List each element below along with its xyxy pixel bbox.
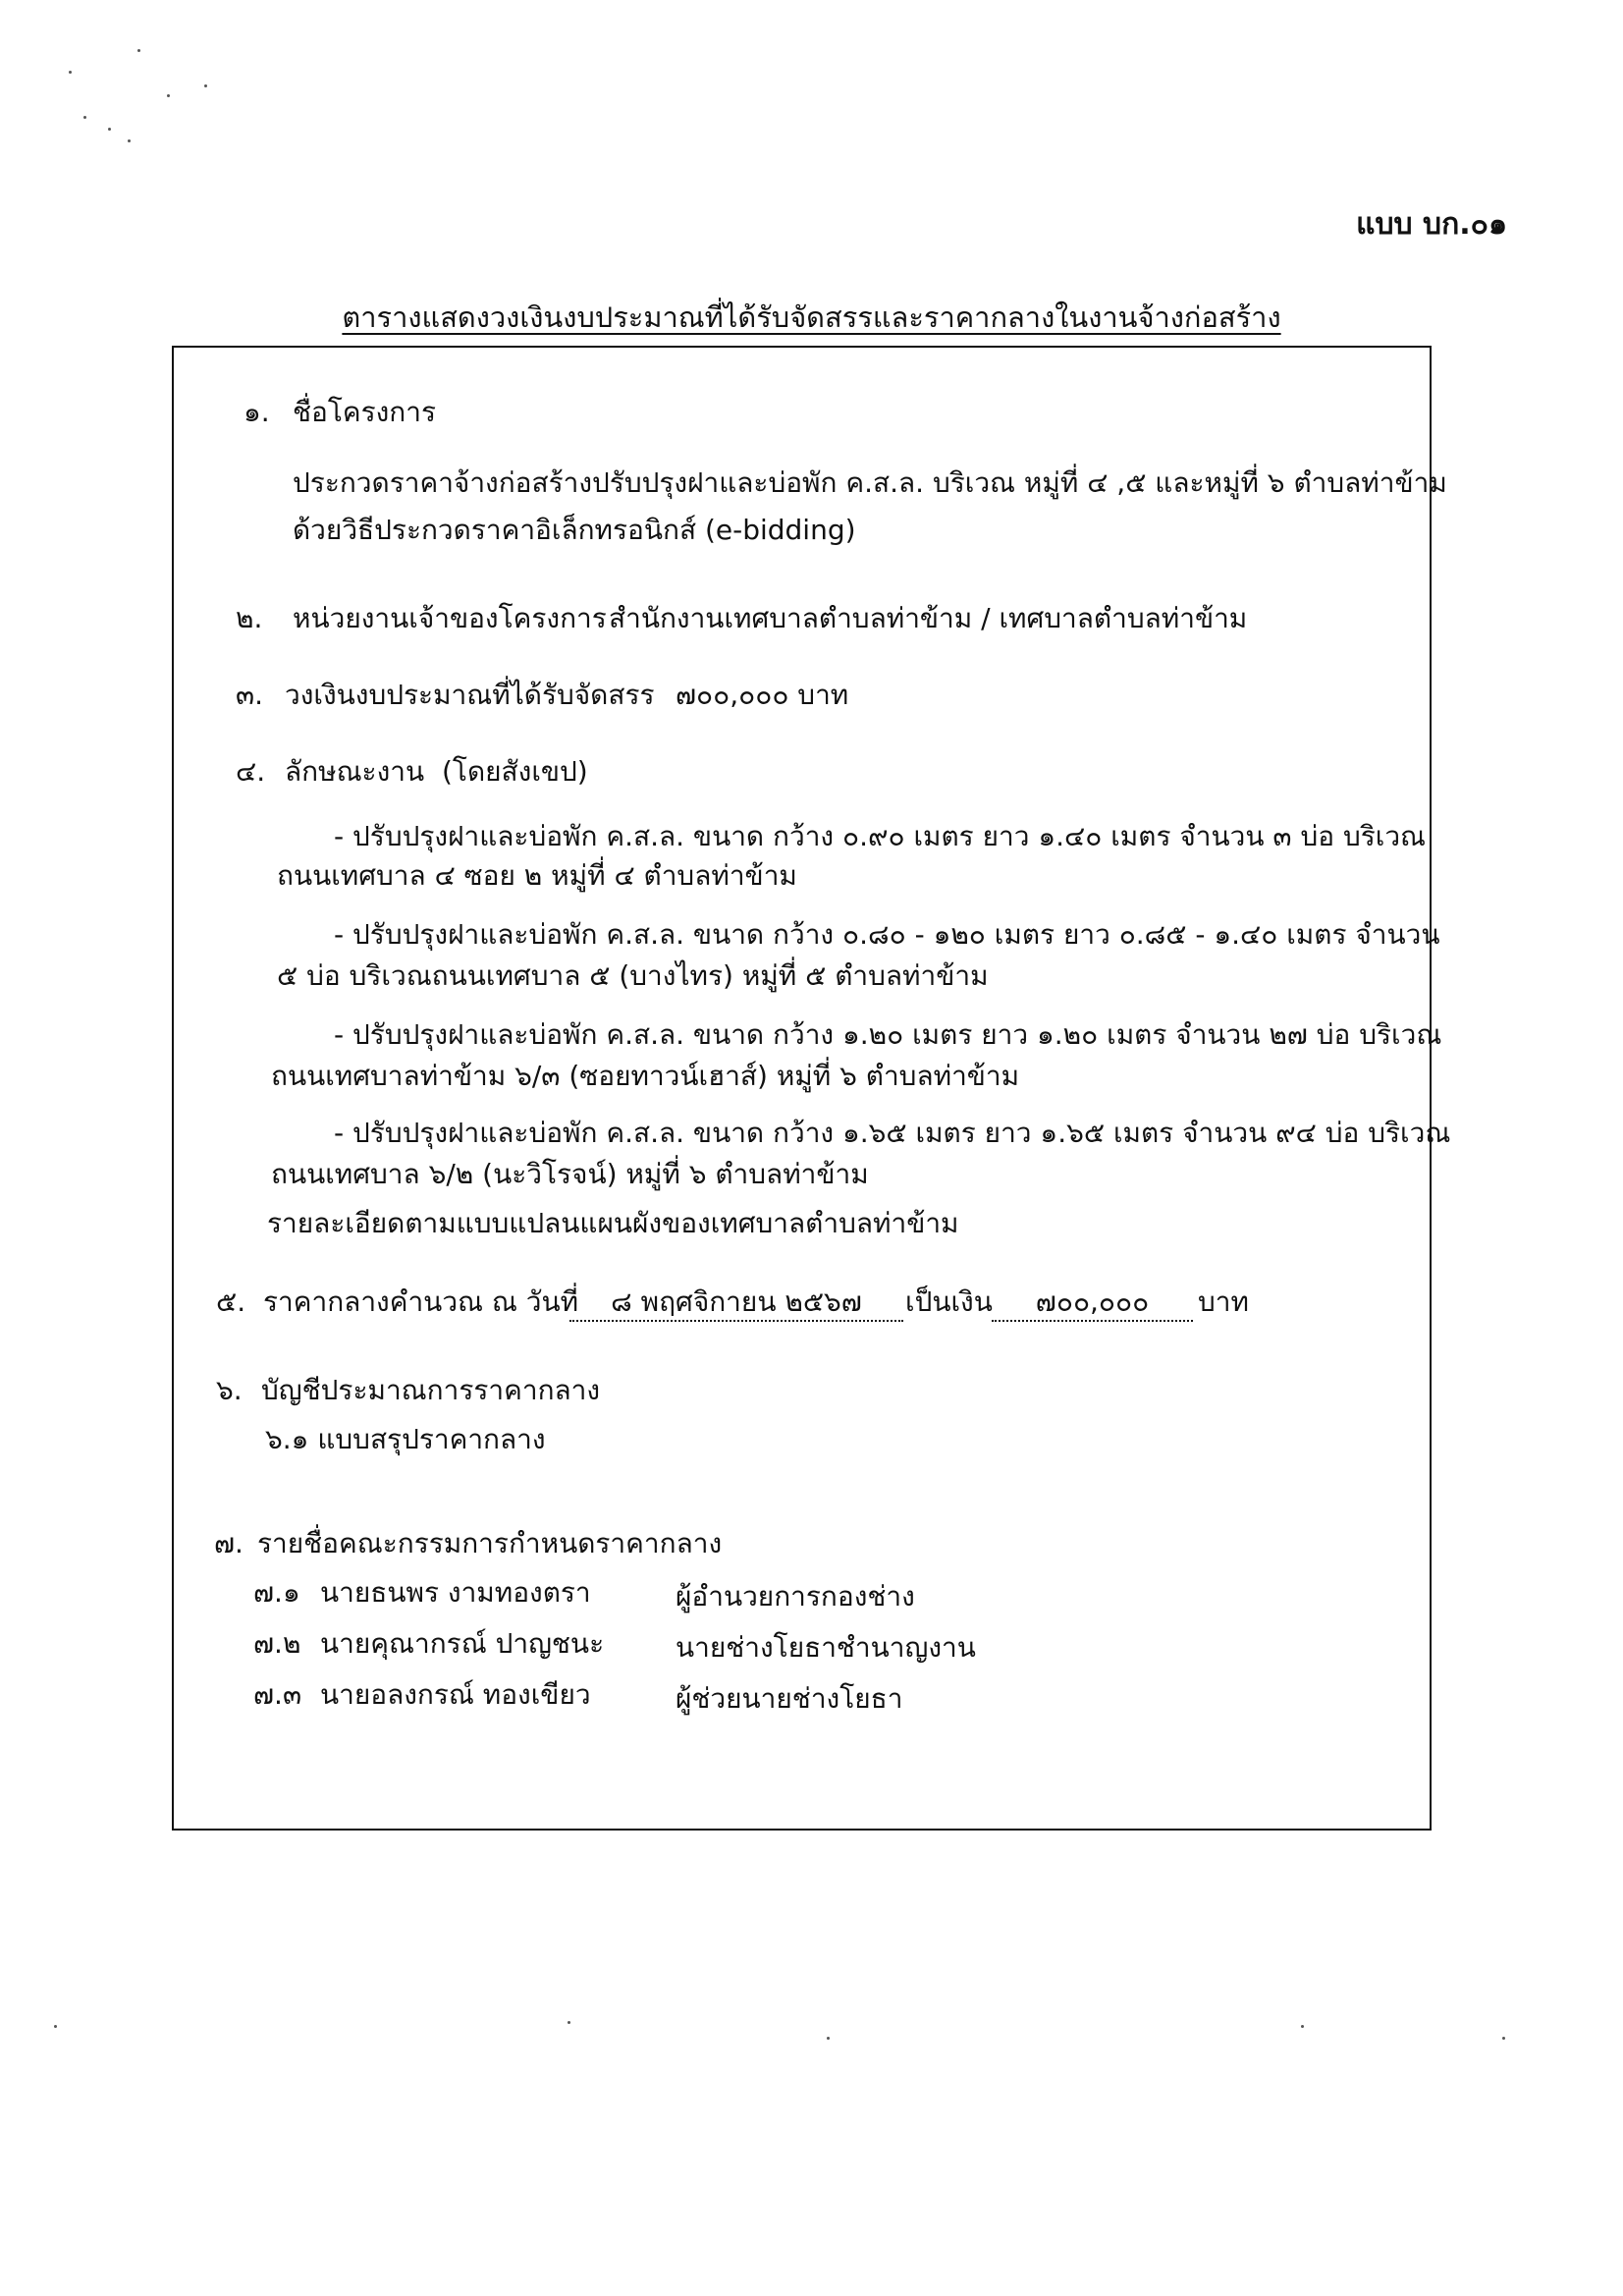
section-heading: ลักษณะงาน [285,755,425,788]
member-position: ผู้อำนวยการกองช่าง [676,1580,915,1613]
member-position: ผู้ช่วยนายช่างโยธา [676,1682,903,1715]
section-number: ๗. [214,1527,243,1559]
section-number: ๑. [243,396,270,428]
amount-label: เป็นเงิน [905,1285,993,1318]
section-number: ๖. [216,1374,243,1406]
project-name-line: ประกวดราคาจ้างก่อสร้างปรับปรุงฝาและบ่อพัก ค.ส.ล. บริเวณ หมู่ที่ ๔ ,๕ และหมู่ที่ ๖ ตำบลท่าข้าม [293,466,1447,499]
member-name: นายคุณากรณ์ ปาญชนะ [320,1627,605,1660]
document-title: ตารางแสดงวงเงินงบประมาณที่ได้รับจัดสรรและราคากลางในงานจ้างก่อสร้าง [342,301,1281,334]
member-name: นายธนพร งามทองตรา [320,1576,591,1609]
work-item-line: - ปรับปรุงฝาและบ่อพัก ค.ส.ล. ขนาด กว้าง ๑.๒๐ เมตร ยาว ๑.๒๐ เมตร จำนวน ๒๗ บ่อ บริเวณ [334,1018,1442,1051]
member-position: นายช่างโยธาชำนาญงาน [676,1631,976,1664]
project-method-line: ด้วยวิธีประกวดราคาอิเล็กทรอนิกส์ (e-bidding) [293,514,856,546]
work-item-line: - ปรับปรุงฝาและบ่อพัก ค.ส.ล. ขนาด กว้าง ๐.๘๐ - ๑๒๐ เมตร ยาว ๐.๘๕ - ๑.๔๐ เมตร จำนวน [334,918,1440,951]
section-number: ๒. [236,602,263,634]
median-price-label: ราคากลางคำนวณ ณ วันที่ [263,1285,579,1318]
member-number: ๗.๓ [253,1678,302,1711]
section-note: (โดยสังเขป) [442,755,588,788]
section-number: ๕. [216,1285,246,1318]
member-name: นายอลงกรณ์ ทองเขียว [320,1678,591,1711]
owner-agency-label: หน่วยงานเจ้าของโครงการ [293,602,607,634]
member-number: ๗.๑ [253,1576,300,1609]
estimate-sub-item: ๖.๑ แบบสรุปราคากลาง [265,1423,546,1455]
median-price-date: ๘ พฤศจิกายน ๒๕๖๗ [569,1285,903,1322]
work-item-line: ถนนเทศบาลท่าข้าม ๖/๓ (ซอยทาวน์เฮาส์) หมู่ที่ ๖ ตำบลท่าข้าม [271,1060,1020,1092]
section-heading: รายชื่อคณะกรรมการกำหนดราคากลาง [257,1527,723,1559]
budget-label: วงเงินงบประมาณที่ได้รับจัดสรร [285,679,655,711]
member-number: ๗.๒ [253,1627,301,1660]
work-item-line: ถนนเทศบาล ๖/๒ (นะวิโรจน์) หมู่ที่ ๖ ตำบลท่าข้าม [271,1158,869,1190]
budget-value: ๗๐๐,๐๐๐ บาท [676,679,849,711]
amount-unit: บาท [1198,1285,1249,1318]
form-code: แบบ บก.๐๑ [1356,207,1507,242]
work-detail-line: รายละเอียดตามแบบแปลนแผนผังของเทศบาลตำบลท่าข้าม [267,1207,959,1239]
work-item-line: - ปรับปรุงฝาและบ่อพัก ค.ส.ล. ขนาด กว้าง ๐.๙๐ เมตร ยาว ๑.๔๐ เมตร จำนวน ๓ บ่อ บริเวณ [334,820,1427,852]
owner-agency-value: สำนักงานเทศบาลตำบลท่าข้าม / เทศบาลตำบลท่าข้าม [609,602,1248,634]
work-item-line: ๕ บ่อ บริเวณถนนเทศบาล ๕ (บางไทร) หมู่ที่ ๕ ตำบลท่าข้าม [277,959,989,992]
median-price-amount: ๗๐๐,๐๐๐ [992,1285,1193,1322]
section-heading: บัญชีประมาณการราคากลาง [261,1374,601,1406]
work-item-line: - ปรับปรุงฝาและบ่อพัก ค.ส.ล. ขนาด กว้าง ๑.๖๕ เมตร ยาว ๑.๖๕ เมตร จำนวน ๙๔ บ่อ บริเวณ [334,1117,1451,1149]
section-heading: ชื่อโครงการ [293,396,437,428]
work-item-line: ถนนเทศบาล ๔ ซอย ๒ หมู่ที่ ๔ ตำบลท่าข้าม [277,859,797,892]
section-number: ๓. [236,679,264,711]
section-number: ๔. [236,755,266,788]
